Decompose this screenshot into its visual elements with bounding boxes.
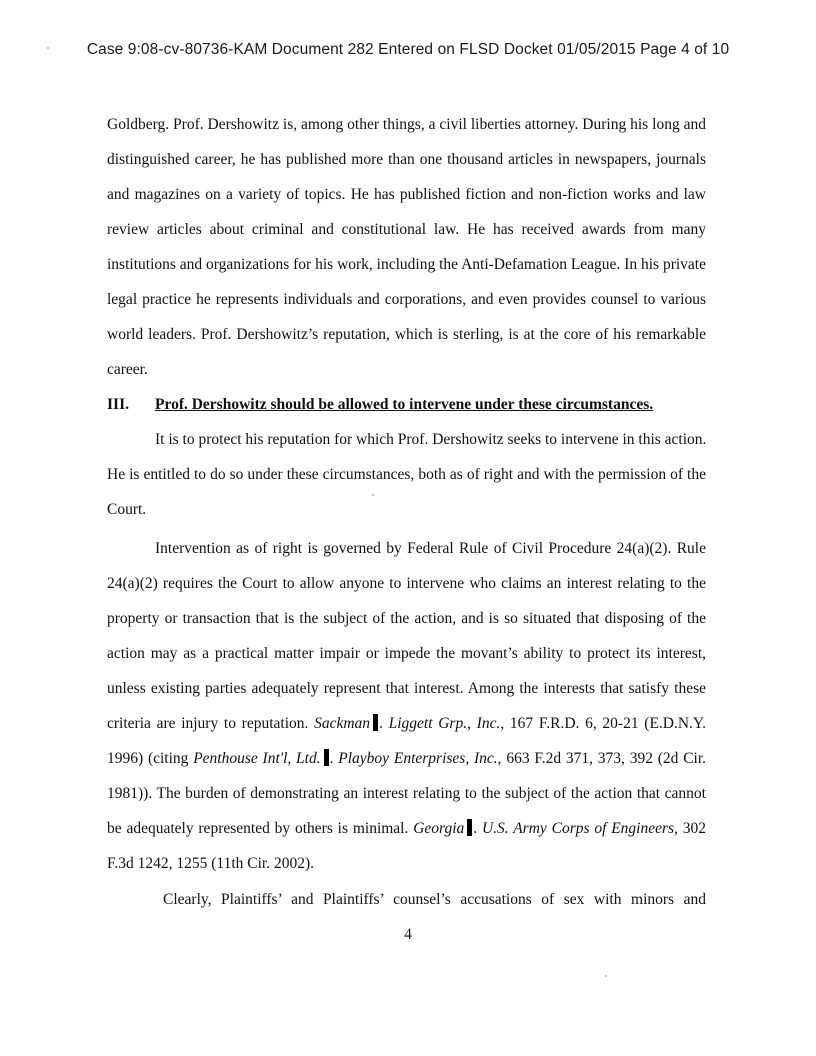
- body-line: review articles about criminal and constitutional law. He has received awards from many: [107, 221, 706, 238]
- case-name: U.S. Army Corps of Engineers: [481, 820, 675, 837]
- redaction-mark: [467, 819, 472, 836]
- body-line-citation: [107, 818, 706, 840]
- body-line: and magazines on a variety of topics. He has published fiction and non-fiction works and law: [107, 186, 706, 203]
- text-run: .: [473, 820, 482, 837]
- text-run: be adequately represented by others is minimal.: [107, 820, 414, 837]
- text-run: .: [329, 750, 339, 767]
- scan-speck: [47, 47, 49, 49]
- redaction-mark: [373, 714, 378, 731]
- body-line: F.3d 1242, 1255 (11th Cir. 2002).: [107, 855, 315, 872]
- body-line: world leaders. Prof. Dershowitz’s reputation, which is sterling, is at the core of his remarkable: [107, 326, 706, 343]
- body-line: Clearly, Plaintiffs’ and Plaintiffs’ counsel’s accusations of sex with minors and: [163, 891, 706, 908]
- body-line: institutions and organizations for his work, including the Anti-Defamation League. In his private: [107, 256, 706, 273]
- case-name: Liggett Grp., Inc.: [388, 715, 501, 732]
- redaction-mark: [324, 749, 329, 766]
- case-name: Penthouse Int'l, Ltd.: [193, 750, 321, 767]
- body-line: unless existing parties adequately represent that interest. Among the interests that satisfy these: [107, 680, 706, 697]
- case-name: Playboy Enterprises, Inc.: [338, 750, 498, 767]
- body-line-citation: [107, 713, 706, 735]
- scan-speck: [605, 975, 607, 977]
- docket-header: Case 9:08-cv-80736-KAM Document 282 Entered on FLSD Docket 01/05/2015 Page 4 of 10: [86, 41, 730, 58]
- body-line: distinguished career, he has published more than one thousand articles in newspapers, journals: [107, 151, 706, 168]
- case-name: Sackman: [314, 715, 371, 732]
- case-name: Georgia: [413, 820, 465, 837]
- body-line-citation: [107, 748, 706, 770]
- text-run: , 167 F.R.D. 6, 20-21 (E.D.N.Y.: [500, 715, 706, 732]
- text-run: 1996) (citing: [107, 750, 194, 767]
- text-run: .: [379, 715, 389, 732]
- text-run: , 302: [674, 820, 707, 837]
- body-line: Court.: [107, 501, 147, 518]
- section-number: III.: [107, 396, 129, 413]
- body-line: It is to protect his reputation for which Prof. Dershowitz seeks to intervene in this action.: [155, 431, 707, 448]
- section-heading: [107, 394, 706, 416]
- text-run: criteria are injury to reputation.: [107, 715, 315, 732]
- body-line: He is entitled to do so under these circumstances, both as of right and with the permission of the: [107, 466, 706, 483]
- body-line: 24(a)(2) requires the Court to allow anyone to intervene who claims an interest relating to the: [107, 575, 706, 592]
- page-number: 4: [404, 926, 412, 943]
- text-run: , 663 F.2d 371, 373, 392 (2d Cir.: [497, 750, 707, 767]
- body-line: legal practice he represents individuals and corporations, and even provides counsel to various: [107, 291, 706, 308]
- body-line: Intervention as of right is governed by Federal Rule of Civil Procedure 24(a)(2). Rule: [155, 540, 706, 557]
- body-line: action may as a practical matter impair or impede the movant’s ability to protect its interest,: [107, 645, 706, 662]
- section-title: Prof. Dershowitz should be allowed to intervene under these circumstances.: [155, 396, 654, 413]
- body-line: 1981)). The burden of demonstrating an interest relating to the subject of the action that cannot: [107, 785, 706, 802]
- body-line: property or transaction that is the subject of the action, and is so situated that disposing of the: [107, 610, 706, 627]
- body-line: career.: [107, 361, 148, 378]
- scan-speck: [372, 494, 374, 496]
- body-line: Goldberg. Prof. Dershowitz is, among other things, a civil liberties attorney. During his long and: [107, 116, 706, 133]
